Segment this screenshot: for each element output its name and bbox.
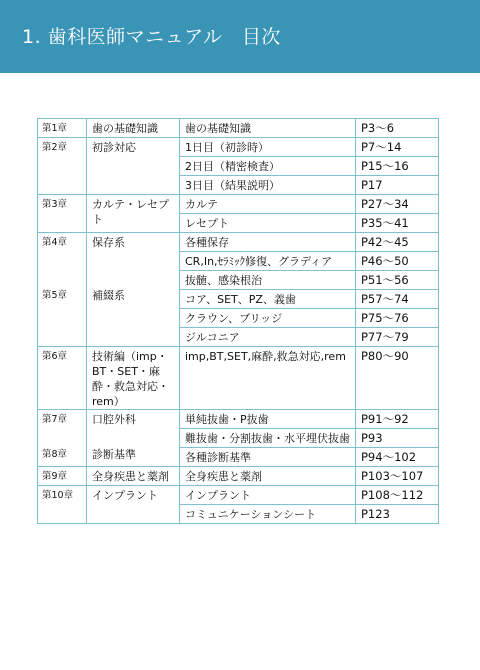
page-range-cell: P15～16	[356, 157, 439, 176]
topic-cell: コア、SET、PZ、義歯	[180, 290, 356, 309]
chapter-cell: 第1章	[38, 119, 87, 138]
table-row	[38, 467, 439, 486]
page-range-cell: P51～56	[356, 271, 439, 290]
category-cell	[87, 233, 180, 347]
table-row	[38, 195, 439, 214]
topic-cell: imp,BT,SET,麻酔,救急対応,rem	[180, 347, 356, 410]
topic-cell: コミュニケーションシート	[180, 505, 356, 524]
topic-cell: カルテ	[180, 195, 356, 214]
chapter-cell: 第10章	[38, 486, 87, 524]
chapter-label: 第5章	[42, 290, 68, 301]
header-bar	[0, 0, 480, 73]
topic-cell: 1日目（初診時）	[180, 138, 356, 157]
chapter-label: 第7章	[42, 414, 68, 425]
category-cell: 初診対応	[87, 138, 180, 195]
chapter-cell: 第9章	[38, 467, 87, 486]
page-range-cell: P27～34	[356, 195, 439, 214]
chapter-cell: 第2章	[38, 138, 87, 195]
table-row	[38, 347, 439, 410]
toc-table	[37, 118, 439, 524]
page-range-cell: P80～90	[356, 347, 439, 410]
topic-cell: 各種診断基準	[180, 448, 356, 467]
chapter-label: 第4章	[42, 237, 68, 248]
page-range-cell: P57～74	[356, 290, 439, 309]
category-label: 口腔外科	[92, 413, 136, 426]
category-cell: 技術編（imp・BT・SET・麻酔・救急対応・rem）	[87, 347, 180, 410]
category-label: 保存系	[92, 236, 125, 249]
topic-cell: 抜髄、感染根治	[180, 271, 356, 290]
page-range-cell: P77～79	[356, 328, 439, 347]
chapter-cell	[38, 410, 87, 467]
page-range-cell: P108～112	[356, 486, 439, 505]
topic-cell: 単純抜歯・P抜歯	[180, 410, 356, 429]
page-range-cell: P42～45	[356, 233, 439, 252]
table-row	[38, 138, 439, 157]
chapter-cell: 第3章	[38, 195, 87, 233]
topic-cell: インプラント	[180, 486, 356, 505]
page-range-cell: P103～107	[356, 467, 439, 486]
page-title: 1. 歯科医師マニュアル 目次	[22, 26, 281, 48]
chapter-label: 第8章	[42, 449, 68, 460]
topic-cell: CR,In,ｾﾗﾐｯｸ修復、グラディア	[180, 252, 356, 271]
chapter-cell	[38, 233, 87, 347]
category-label: 診断基準	[92, 448, 136, 461]
page-range-cell: P91～92	[356, 410, 439, 429]
chapter-cell: 第6章	[38, 347, 87, 410]
topic-cell: クラウン、ブリッジ	[180, 309, 356, 328]
table-row	[38, 410, 439, 429]
topic-cell: 各種保存	[180, 233, 356, 252]
topic-cell: 3日目（結果説明）	[180, 176, 356, 195]
table-row	[38, 233, 439, 252]
page-range-cell: P46～50	[356, 252, 439, 271]
topic-cell: 全身疾患と薬剤	[180, 467, 356, 486]
category-cell: インプラント	[87, 486, 180, 524]
page-range-cell: P7～14	[356, 138, 439, 157]
table-row	[38, 486, 439, 505]
category-cell: カルテ・レセプト	[87, 195, 180, 233]
table-row	[38, 119, 439, 138]
category-label: 補綴系	[92, 289, 125, 302]
page-range-cell: P93	[356, 429, 439, 448]
category-cell: 全身疾患と薬剤	[87, 467, 180, 486]
topic-cell: 2日目（精密検査）	[180, 157, 356, 176]
topic-cell: レセプト	[180, 214, 356, 233]
topic-cell: ジルコニア	[180, 328, 356, 347]
category-cell	[87, 410, 180, 467]
category-cell: 歯の基礎知識	[87, 119, 180, 138]
topic-cell: 歯の基礎知識	[180, 119, 356, 138]
page-range-cell: P123	[356, 505, 439, 524]
page-range-cell: P17	[356, 176, 439, 195]
page-range-cell: P3～6	[356, 119, 439, 138]
page-range-cell: P94～102	[356, 448, 439, 467]
page-range-cell: P75～76	[356, 309, 439, 328]
page-range-cell: P35～41	[356, 214, 439, 233]
topic-cell: 難抜歯・分割抜歯・水平埋伏抜歯	[180, 429, 356, 448]
